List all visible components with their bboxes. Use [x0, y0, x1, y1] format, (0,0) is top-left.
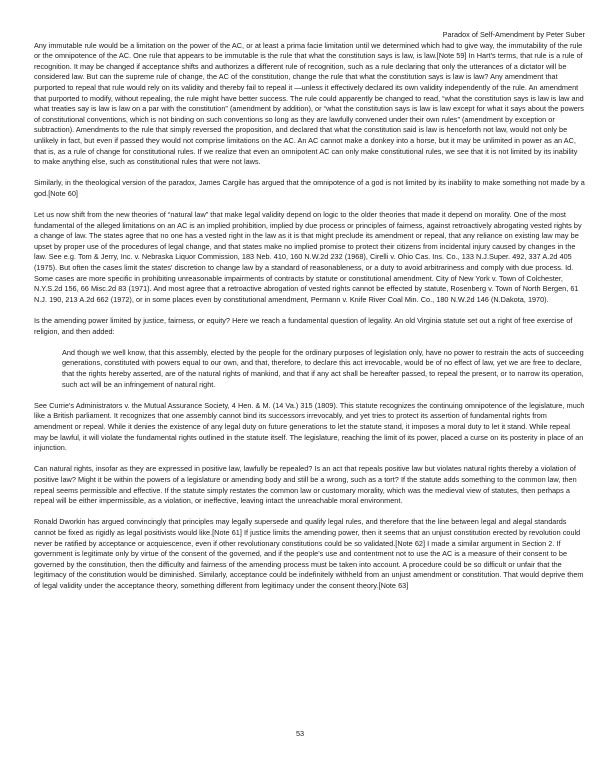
paragraph: Is the amending power limited by justice, fairness, or equity? Here we reach a fundamental question of legality. An old Virginia statute set out a right of free exercise of religion, and then added:: [34, 316, 573, 336]
blockquote: And though we well know, that this assembly, elected by the people for the ordinary purposes of legislation only, have no power to restrain the acts of succeeding generations, constituted with powers equal to our own, and that, therefore, to declare this act irrevocable, would be of no effect of law, yet we are free to declare, that the rights hereby asserted, are of the natural rights of mankind, and that if any act shall be hereafter passed, to repeal the present, or to narrow its operation, such act will be an infringement of natural right.: [62, 347, 584, 389]
paragraph: See Currie's Administrators v. the Mutual Assurance Society, 4 Hen. & M. (14 Va.) 315 (1809). This statute recognizes the continuing omnipotence of the legislature, much like a British parliament. It recognizes that one assembly cannot bind its successors irrevocably, and yet tries to protect its assertion of fundamental rights from amendment or repeal. While it denies the existence of any legal duty on future generations to let the statute stand, it imposes a moral duty to let it stand. While repeal may be lawful, it will violate the fundamental rights outlined in the statute itself. The legislature, reaching the limit of its power, placed a curse on its posterity in place of an injunction.: [34, 400, 585, 453]
running-header: Paradox of Self-Amendment by Peter Suber: [442, 30, 585, 39]
paragraph: Similarly, in the theological version of the paradox, James Cargile has argued that the omnipotence of a god is not limited by its inability to make something not made by a god.[Note 60]: [34, 178, 585, 198]
paragraph: Ronald Dworkin has argued convincingly that principles may legally supersede and qualify legal rules, and therefore that the line between legal and alegal standards cannot be fixed as rigidly as legal positivists would like.[Note 61] If justice limits the amending power, then it seems that an unjust constitution erected by revolution could never be ratified by acceptance or acquiescence, even if other revolutionary constitutions could be so validated.[Note 62] I made a similar argument in Section 2. If government is legitimate only by virtue of the consent of the governed, and if the people's use and contentment not to use the AC is a measure of their consent to be governed by the constitution, then the difficulty and fairness of the amending process must be taken into account. A procedure could be so difficult or unfair that the legitimacy of the constitution would be diminished. Similarly, acceptance could be indefinitely withheld from an unjust amendment or constitution. That would deprive them of legal validity under the acceptance theory, something different from legitimacy under the consent theory.[Note 63]: [34, 517, 584, 590]
page-number: 53: [295, 729, 305, 738]
paragraph: Can natural rights, insofar as they are expressed in positive law, lawfully be repealed? Is an act that repeals positive law but violates natural rights thereby a violation of positive law? Might it be within the powers of a legislature or amending body and still be a wrong, such as a tort? If the statute adds something to the common law, then repeal seems permissible and effective. If the statute simply restates the common law or customary morality, which was the medieval view of statutes, then perhaps a repeal will be either impermissible, as a violation, or ineffective, leaving intact the unreachable moral environment.: [34, 464, 577, 506]
paragraph: Any immutable rule would be a limitation on the power of the AC, or at least a prima facie limitation until we determined which had to give way, the immutability of the rule or the omnipotence of the AC. One rule that appears to be immutable is the rule that what the constitution says is law, is law.[Note 59] In Hart's terms, that rule is a rule of recognition. It may be changed if acceptance shifts and authorizes a different rule of recognition, such as a rule declaring that only the utterances of a dictator will be considered law. But can the supreme rule of change, the AC of the constitution, change the rule that what the constitution says is law is law? Any amendment that purported to repeal that rule would rely on its validity and thereby fail to repeal it —unless it effectively declared its own validity independently of the rule. An amendment that purported to modify, without repealing, the rule might have better success. The rule could apparently be changed to read, “what the constitution says is law is law and what treaties say is law is law on a par with the constitution” (amendment by addition), or “what the constitution says is law is law except for what it says about the powers of constitutional conventions, which is not binding on such conventions so long as they are lawfully convened under their own rules” (amendment by exception or subtraction). Amendments to the rule that simply reversed the proposition, and declared that what the constitution said is law is henceforth not law, would not only be unlikely in fact, but even if passed they would not comprise limitations on the AC. An AC cannot make a donkey into a horse, but it may be unlimited in power as an AC, that is, as a rule of change for constitutional rules. If we realize that even an omnipotent AC can only make constitutional rules, we see that it is not limited by its inability to make anything else, such as constitutional rules that were not laws.: [34, 40, 584, 167]
paragraph: Let us now shift from the new theories of “natural law” that make legal validity depend on logic to the older theories that made it depend on morality. One of the most fundamental of the alleged limitations on an AC is an implied prohibition, implied by due process or principles of fairness, against retroactively abrogating vested rights by a change of law. The states agree that no one has a vested right in the law as it is that might preclude its amendment or repeal, that any reliance on existing law may be upset by proper use of the procedures of legal change, and that states make no implied promise to protect their citizens from incidental injury caused by changes in the law. See e.g. Tom & Jerry, Inc. v. Nebraska Liquor Commission, 183 Neb. 410, 160 N.W.2d 232 (1968), Cirelli v. Ohio Cas. Ins. Co., 133 N.J.Super. 492, 337 A.2d 405 (1975). But often the cases limit the states' discretion to change law by a standard of reasonableness, or a duty to avoid arbitrariness and comply with due process. Id. Some cases are more specific in prohibiting unreasonable impairments of contracts by statute or constitutional amendment. City of New York v. Town of Colchester, N.Y.S.2d 156, 66 Misc.2d 83 (1971). And most agree that a retroactive abrogation of vested rights cannot be effected by statute, Rosenberg v. Town of North Bergen, 61 N.J. 190, 213 A.2d 662 (1972), or in some places even by constitutional amendment, Permann v. Knife River Coal Min. Co., 180 N.W.2d 146 (N.Dakota, 1970).: [34, 210, 582, 304]
